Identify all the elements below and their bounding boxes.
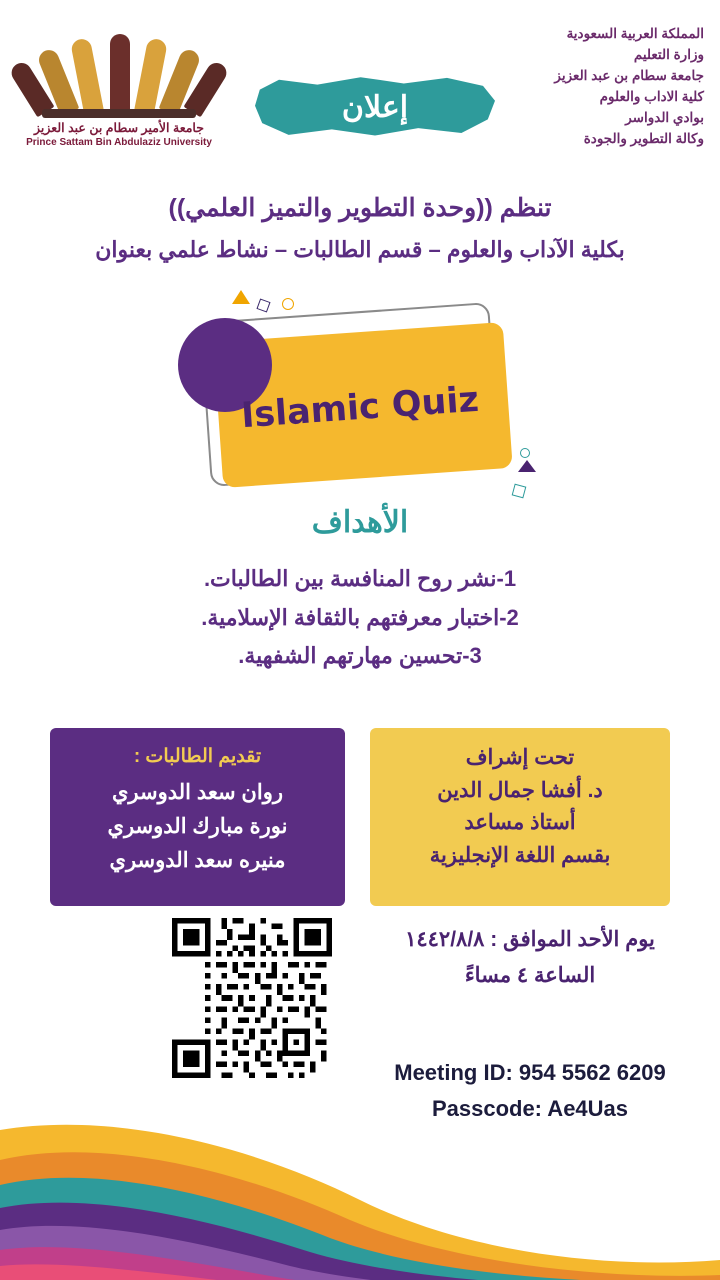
- presenter-name-2: نورة مبارك الدوسري: [107, 814, 288, 838]
- goals-list: [0, 560, 720, 676]
- logo-base-bar: [42, 109, 196, 118]
- university-logo: [14, 26, 224, 166]
- goal-item-3: 3-تحسين مهارتهم الشفهية.: [238, 643, 482, 668]
- goals-title: الأهداف: [311, 506, 409, 539]
- ministry-line-1: المملكة العربية السعودية: [566, 26, 704, 41]
- ministry-heading: [474, 24, 704, 150]
- meeting-passcode: Passcode: Ae4Uas: [431, 1096, 629, 1122]
- goal-item-2: 2-اختبار معرفتهم بالثقافة الإسلامية.: [201, 604, 519, 630]
- supervisor-line-3: أستاذ مساعد: [464, 811, 576, 835]
- schedule-block: [370, 922, 690, 993]
- footer-decoration: [0, 1090, 720, 1280]
- supervisor-box: [370, 728, 670, 906]
- circle-decoration: [282, 298, 294, 310]
- presenter-name-3: منيره سعد الدوسري: [109, 848, 286, 872]
- supervisor-line-2: د. أفشا جمال الدين: [437, 778, 603, 802]
- supervisor-line-1: تحت إشراف: [465, 746, 575, 769]
- logo-arabic-name: جامعة الأمير سطام بن عبد العزيز: [34, 121, 204, 135]
- triangle-decoration: [232, 290, 250, 304]
- qr-code-image: [172, 918, 332, 1078]
- footer-waves-svg: [0, 1090, 720, 1280]
- presenters-title: تقديم الطالبات :: [133, 746, 262, 767]
- meeting-id: Meeting ID: 954 5562 6209: [394, 1060, 666, 1085]
- logo-feather-mark: [24, 26, 214, 118]
- ministry-line-3: جامعة سطام بن عبد العزيز: [554, 67, 704, 83]
- hero-graphic: [0, 300, 720, 510]
- supervisor-line-4: بقسم اللغة الإنجليزية: [429, 843, 611, 867]
- quiz-title: Islamic Quiz: [239, 379, 481, 437]
- badge-label: إعلان: [341, 90, 409, 124]
- schedule-date: يوم الأحد الموافق : ١٤٤٢/٨/٨: [405, 928, 655, 951]
- circle-decoration-2: [520, 448, 530, 458]
- triangle-decoration-2: [518, 460, 536, 472]
- presenter-name-1: روان سعد الدوسري: [112, 781, 283, 805]
- poster-header: [0, 18, 720, 168]
- ministry-line-6: وكالة التطوير والجودة: [583, 130, 704, 146]
- logo-english-name: Prince Sattam Bin Abdulaziz University: [26, 137, 212, 148]
- goal-item-1: 1-نشر روح المنافسة بين الطالبات.: [203, 566, 517, 591]
- square-decoration-2: [512, 484, 527, 499]
- intro-text: [0, 190, 720, 267]
- square-decoration: [256, 298, 270, 312]
- intro-line-1: تنظم ((وحدة التطوير والتميز العلمي)): [168, 194, 552, 222]
- qr-code[interactable]: [172, 918, 332, 1078]
- ministry-line-5: بوادي الدواسر: [625, 109, 704, 125]
- ministry-line-4: كلية الاداب والعلوم: [599, 88, 704, 104]
- presenters-box: [50, 728, 345, 906]
- schedule-time: الساعة ٤ مساءً: [464, 963, 596, 987]
- announcement-badge: [255, 76, 495, 138]
- intro-line-2: بكلية الآداب والعلوم – قسم الطالبات – نشاط علمي بعنوان: [95, 236, 625, 262]
- ministry-line-2: وزارة التعليم: [633, 46, 704, 62]
